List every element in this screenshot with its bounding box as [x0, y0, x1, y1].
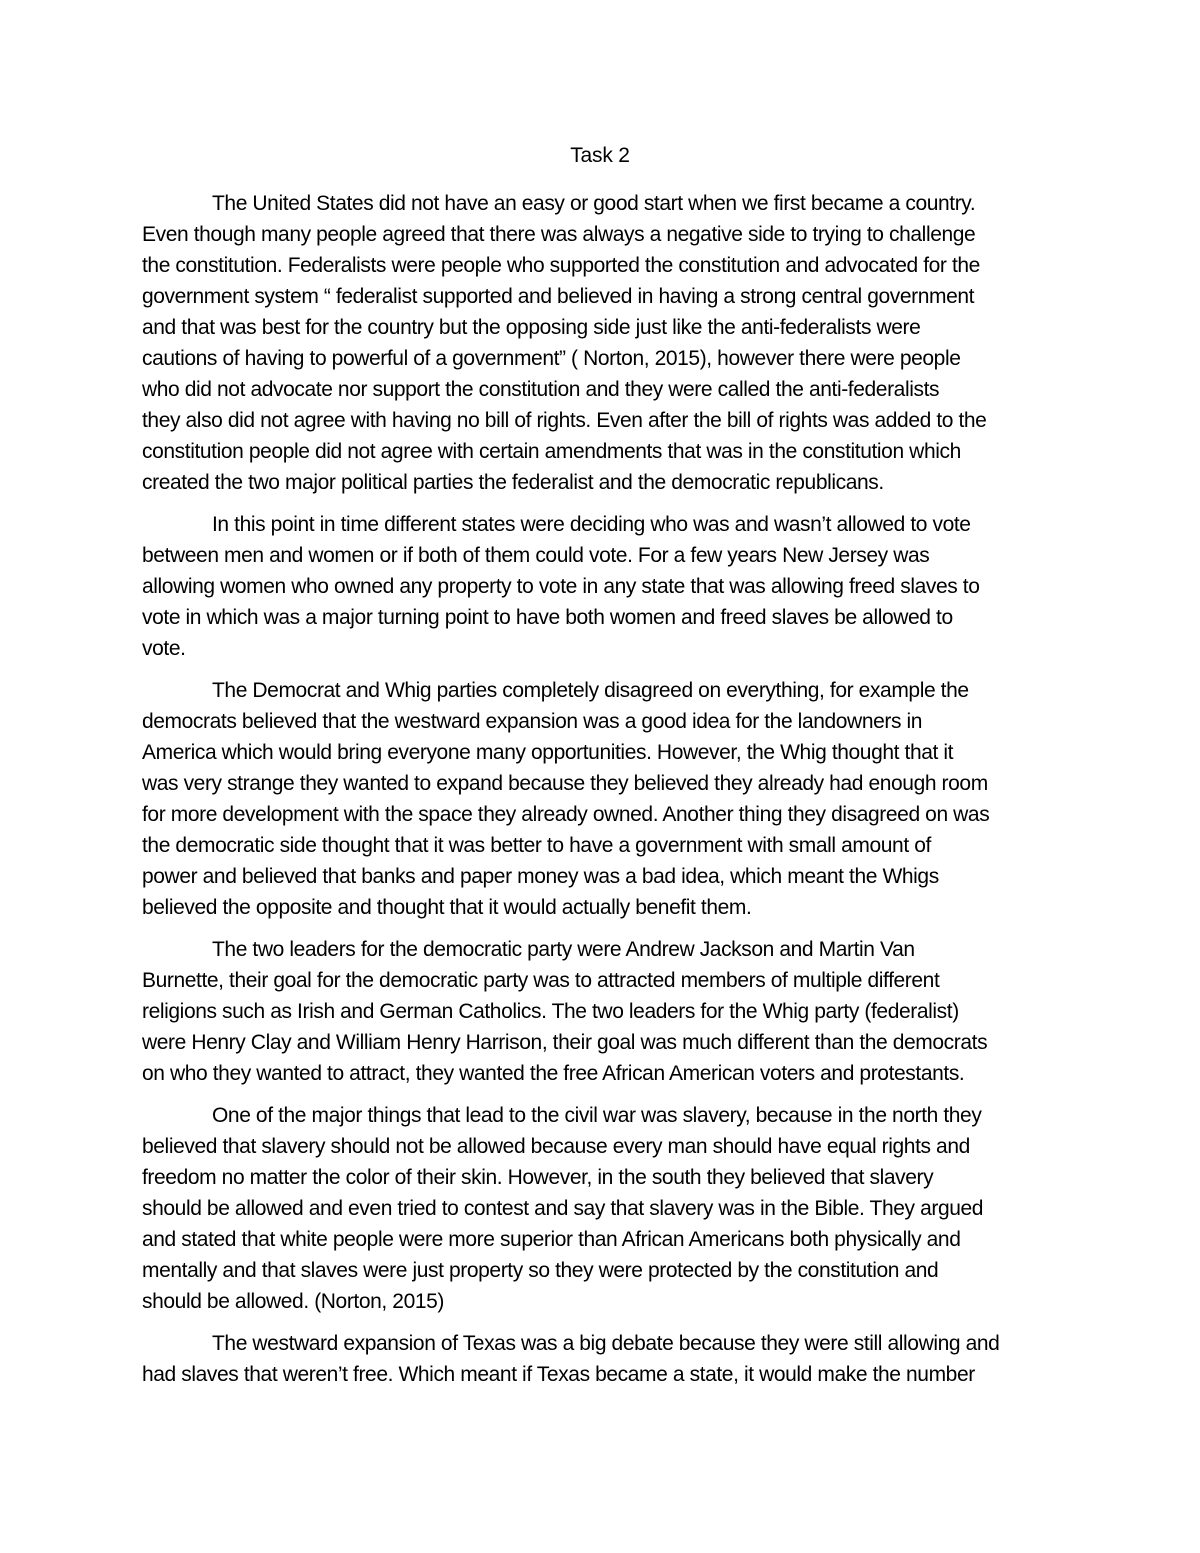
text-line: cautions of having to powerful of a government” ( Norton, 2015), however there were people	[142, 347, 961, 370]
text-line: believed that slavery should not be allowed because every man should have equal rights and	[142, 1135, 970, 1158]
paragraph	[142, 1328, 1072, 1390]
text-line: for more development with the space they already owned. Another thing they disagreed on was	[142, 803, 990, 826]
text-line: vote.	[142, 637, 186, 660]
text-line: The two leaders for the democratic party were Andrew Jackson and Martin Van	[212, 938, 915, 961]
text-line: should be allowed. (Norton, 2015)	[142, 1290, 444, 1313]
paragraph	[142, 675, 1072, 923]
text-line: on who they wanted to attract, they wanted the free African American voters and protestants.	[142, 1062, 965, 1085]
text-line: between men and women or if both of them could vote. For a few years New Jersey was	[142, 544, 930, 567]
text-line: Burnette, their goal for the democratic party was to attracted members of multiple different	[142, 969, 940, 992]
text-line: created the two major political parties the federalist and the democratic republicans.	[142, 471, 884, 494]
paragraph	[142, 934, 1072, 1089]
text-line: was very strange they wanted to expand because they believed they already had enough room	[142, 772, 988, 795]
text-line: had slaves that weren’t free. Which meant if Texas became a state, it would make the number	[142, 1363, 975, 1386]
text-line: should be allowed and even tried to contest and say that slavery was in the Bible. They argued	[142, 1197, 984, 1220]
text-line: the democratic side thought that it was better to have a government with small amount of	[142, 834, 931, 857]
text-line: who did not advocate nor support the constitution and they were called the anti-federalists	[142, 378, 940, 401]
text-line: Even though many people agreed that there was always a negative side to trying to challenge	[142, 223, 976, 246]
text-line: freedom no matter the color of their skin. However, in the south they believed that slavery	[142, 1166, 934, 1189]
text-line: In this point in time different states were deciding who was and wasn’t allowed to vote	[212, 513, 971, 536]
text-line: constitution people did not agree with certain amendments that was in the constitution which	[142, 440, 961, 463]
text-line: they also did not agree with having no bill of rights. Even after the bill of rights was added to the	[142, 409, 987, 432]
text-line: the constitution. Federalists were people who supported the constitution and advocated for the	[142, 254, 980, 277]
text-line: vote in which was a major turning point to have both women and freed slaves be allowed to	[142, 606, 953, 629]
paragraph	[142, 1100, 1072, 1317]
text-line: government system “ federalist supported and believed in having a strong central government	[142, 285, 975, 308]
text-line: allowing women who owned any property to vote in any state that was allowing freed slaves to	[142, 575, 980, 598]
text-line: and that was best for the country but the opposing side just like the anti-federalists were	[142, 316, 921, 339]
text-line: and stated that white people were more superior than African Americans both physically and	[142, 1228, 961, 1251]
document-body	[142, 188, 1072, 1401]
paragraph	[142, 188, 1072, 498]
text-line: were Henry Clay and William Henry Harrison, their goal was much different than the democrats	[142, 1031, 988, 1054]
text-line: mentally and that slaves were just property so they were protected by the constitution and	[142, 1259, 939, 1282]
text-line: The Democrat and Whig parties completely disagreed on everything, for example the	[212, 679, 969, 702]
text-line: America which would bring everyone many opportunities. However, the Whig thought that it	[142, 741, 954, 764]
text-line: One of the major things that lead to the civil war was slavery, because in the north they	[212, 1104, 982, 1127]
text-line: religions such as Irish and German Catholics. The two leaders for the Whig party (federalist)	[142, 1000, 959, 1023]
text-line: power and believed that banks and paper money was a bad idea, which meant the Whigs	[142, 865, 939, 888]
text-line: believed the opposite and thought that it would actually benefit them.	[142, 896, 752, 919]
text-line: The westward expansion of Texas was a big debate because they were still allowing and	[212, 1332, 1000, 1355]
paragraph	[142, 509, 1072, 664]
text-line: democrats believed that the westward expansion was a good idea for the landowners in	[142, 710, 923, 733]
document-title: Task 2	[570, 144, 630, 167]
text-line: The United States did not have an easy or good start when we first became a country.	[212, 192, 976, 215]
